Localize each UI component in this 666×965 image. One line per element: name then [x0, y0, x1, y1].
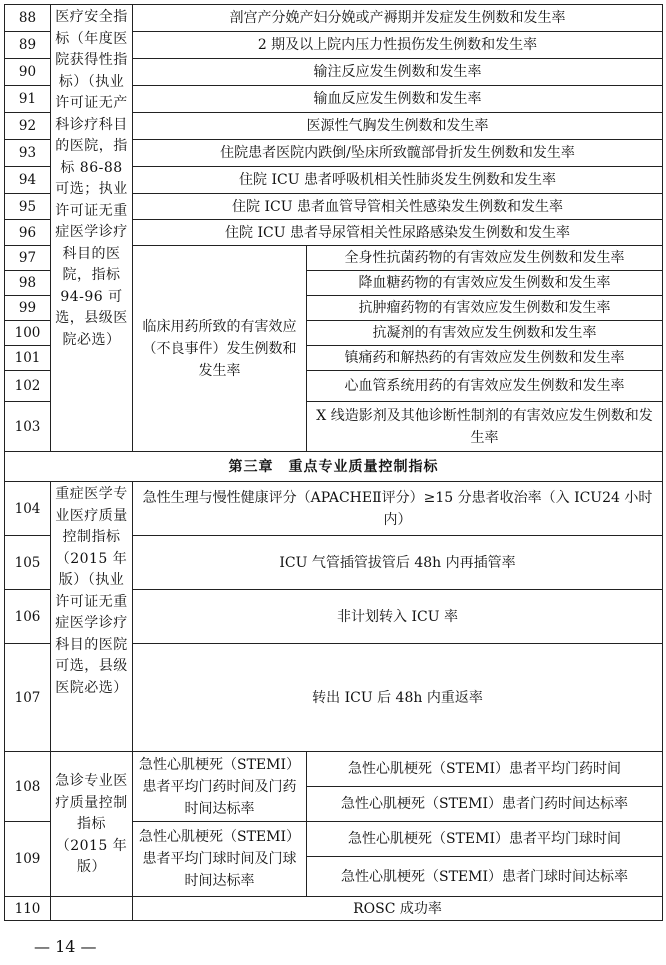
- table-row: [5, 752, 663, 787]
- row-number: 91: [5, 86, 51, 113]
- indicator-cell: 住院 ICU 患者导尿管相关性尿路感染发生例数和发生率: [133, 220, 663, 246]
- table-row: [5, 482, 663, 536]
- indicator-cell: 急性心肌梗死（STEMI）患者平均门球时间: [307, 822, 663, 857]
- category-cell-empty: [51, 897, 133, 921]
- indicator-cell: 镇痛药和解热药的有害效应发生例数和发生率: [307, 346, 663, 371]
- indicator-cell: 住院患者医院内跌倒/坠床所致髋部骨折发生例数和发生率: [133, 140, 663, 167]
- indicator-cell: 非计划转入 ICU 率: [133, 590, 663, 644]
- indicator-cell: 急性心肌梗死（STEMI）患者门药时间达标率: [307, 787, 663, 822]
- chapter-row: [5, 452, 663, 482]
- row-number: 94: [5, 167, 51, 194]
- indicator-cell: 医源性气胸发生例数和发生率: [133, 113, 663, 140]
- indicator-cell: 急性心肌梗死（STEMI）患者门球时间达标率: [307, 857, 663, 897]
- row-number: 110: [5, 897, 51, 921]
- category-cell: 医疗安全指标（年度医院获得性指标）（执业许可证无产科诊疗科目的医院，指标 86-88 可选；执业许可证无重症医学诊疗科目的医院，指标 94-96 可选，县级医院必选）: [51, 5, 133, 452]
- indicator-cell: 心血管系统用药的有害效应发生例数和发生率: [307, 371, 663, 402]
- table-row: [5, 5, 663, 32]
- indicator-cell: 转出 ICU 后 48h 内重返率: [133, 644, 663, 752]
- row-number: 104: [5, 482, 51, 536]
- row-number: 96: [5, 220, 51, 246]
- row-number: 90: [5, 59, 51, 86]
- indicator-cell: 输血反应发生例数和发生率: [133, 86, 663, 113]
- row-number: 109: [5, 822, 51, 897]
- row-number: 106: [5, 590, 51, 644]
- indicator-cell: X 线造影剂及其他诊断性制剂的有害效应发生例数和发生率: [307, 402, 663, 452]
- indicator-cell: 抗肿瘤药物的有害效应发生例数和发生率: [307, 296, 663, 321]
- indicator-cell: ICU 气管插管拔管后 48h 内再插管率: [133, 536, 663, 590]
- adr-group-cell: 临床用药所致的有害效应（不良事件）发生例数和发生率: [133, 246, 307, 452]
- category-cell: 急诊专业医疗质量控制指标（2015 年版）: [51, 752, 133, 897]
- indicator-table: [4, 4, 663, 921]
- indicator-cell: 输注反应发生例数和发生率: [133, 59, 663, 86]
- indicator-cell: 全身性抗菌药物的有害效应发生例数和发生率: [307, 246, 663, 271]
- row-number: 108: [5, 752, 51, 822]
- page-number: — 14 —: [34, 937, 97, 956]
- row-number: 92: [5, 113, 51, 140]
- indicator-cell: 急性心肌梗死（STEMI）患者平均门药时间: [307, 752, 663, 787]
- row-number: 100: [5, 321, 51, 346]
- er-group-cell: 急性心肌梗死（STEMI）患者平均门球时间及门球时间达标率: [133, 822, 307, 897]
- row-number: 88: [5, 5, 51, 32]
- row-number: 99: [5, 296, 51, 321]
- indicator-cell: 降血糖药物的有害效应发生例数和发生率: [307, 271, 663, 296]
- indicator-cell: 住院 ICU 患者血管导管相关性感染发生例数和发生率: [133, 194, 663, 220]
- indicator-cell: 2 期及以上院内压力性损伤发生例数和发生率: [133, 32, 663, 59]
- indicator-cell: 住院 ICU 患者呼吸机相关性肺炎发生例数和发生率: [133, 167, 663, 194]
- row-number: 101: [5, 346, 51, 371]
- chapter-heading: 第三章 重点专业质量控制指标: [5, 452, 663, 482]
- table-row: [5, 897, 663, 921]
- row-number: 95: [5, 194, 51, 220]
- row-number: 89: [5, 32, 51, 59]
- category-cell: 重症医学专业医疗质量控制指标（2015 年版）（执业许可证无重症医学诊疗科目的医院可选，县级医院必选）: [51, 482, 133, 752]
- row-number: 107: [5, 644, 51, 752]
- indicator-cell: ROSC 成功率: [133, 897, 663, 921]
- indicator-cell: 急性生理与慢性健康评分（APACHEⅡ评分）≥15 分患者收治率（入 ICU24 小时内）: [133, 482, 663, 536]
- row-number: 93: [5, 140, 51, 167]
- er-group-cell: 急性心肌梗死（STEMI）患者平均门药时间及门药时间达标率: [133, 752, 307, 822]
- row-number: 97: [5, 246, 51, 271]
- indicator-cell: 抗凝剂的有害效应发生例数和发生率: [307, 321, 663, 346]
- row-number: 105: [5, 536, 51, 590]
- row-number: 103: [5, 402, 51, 452]
- row-number: 102: [5, 371, 51, 402]
- indicator-cell: 剖宫产分娩产妇分娩或产褥期并发症发生例数和发生率: [133, 5, 663, 32]
- row-number: 98: [5, 271, 51, 296]
